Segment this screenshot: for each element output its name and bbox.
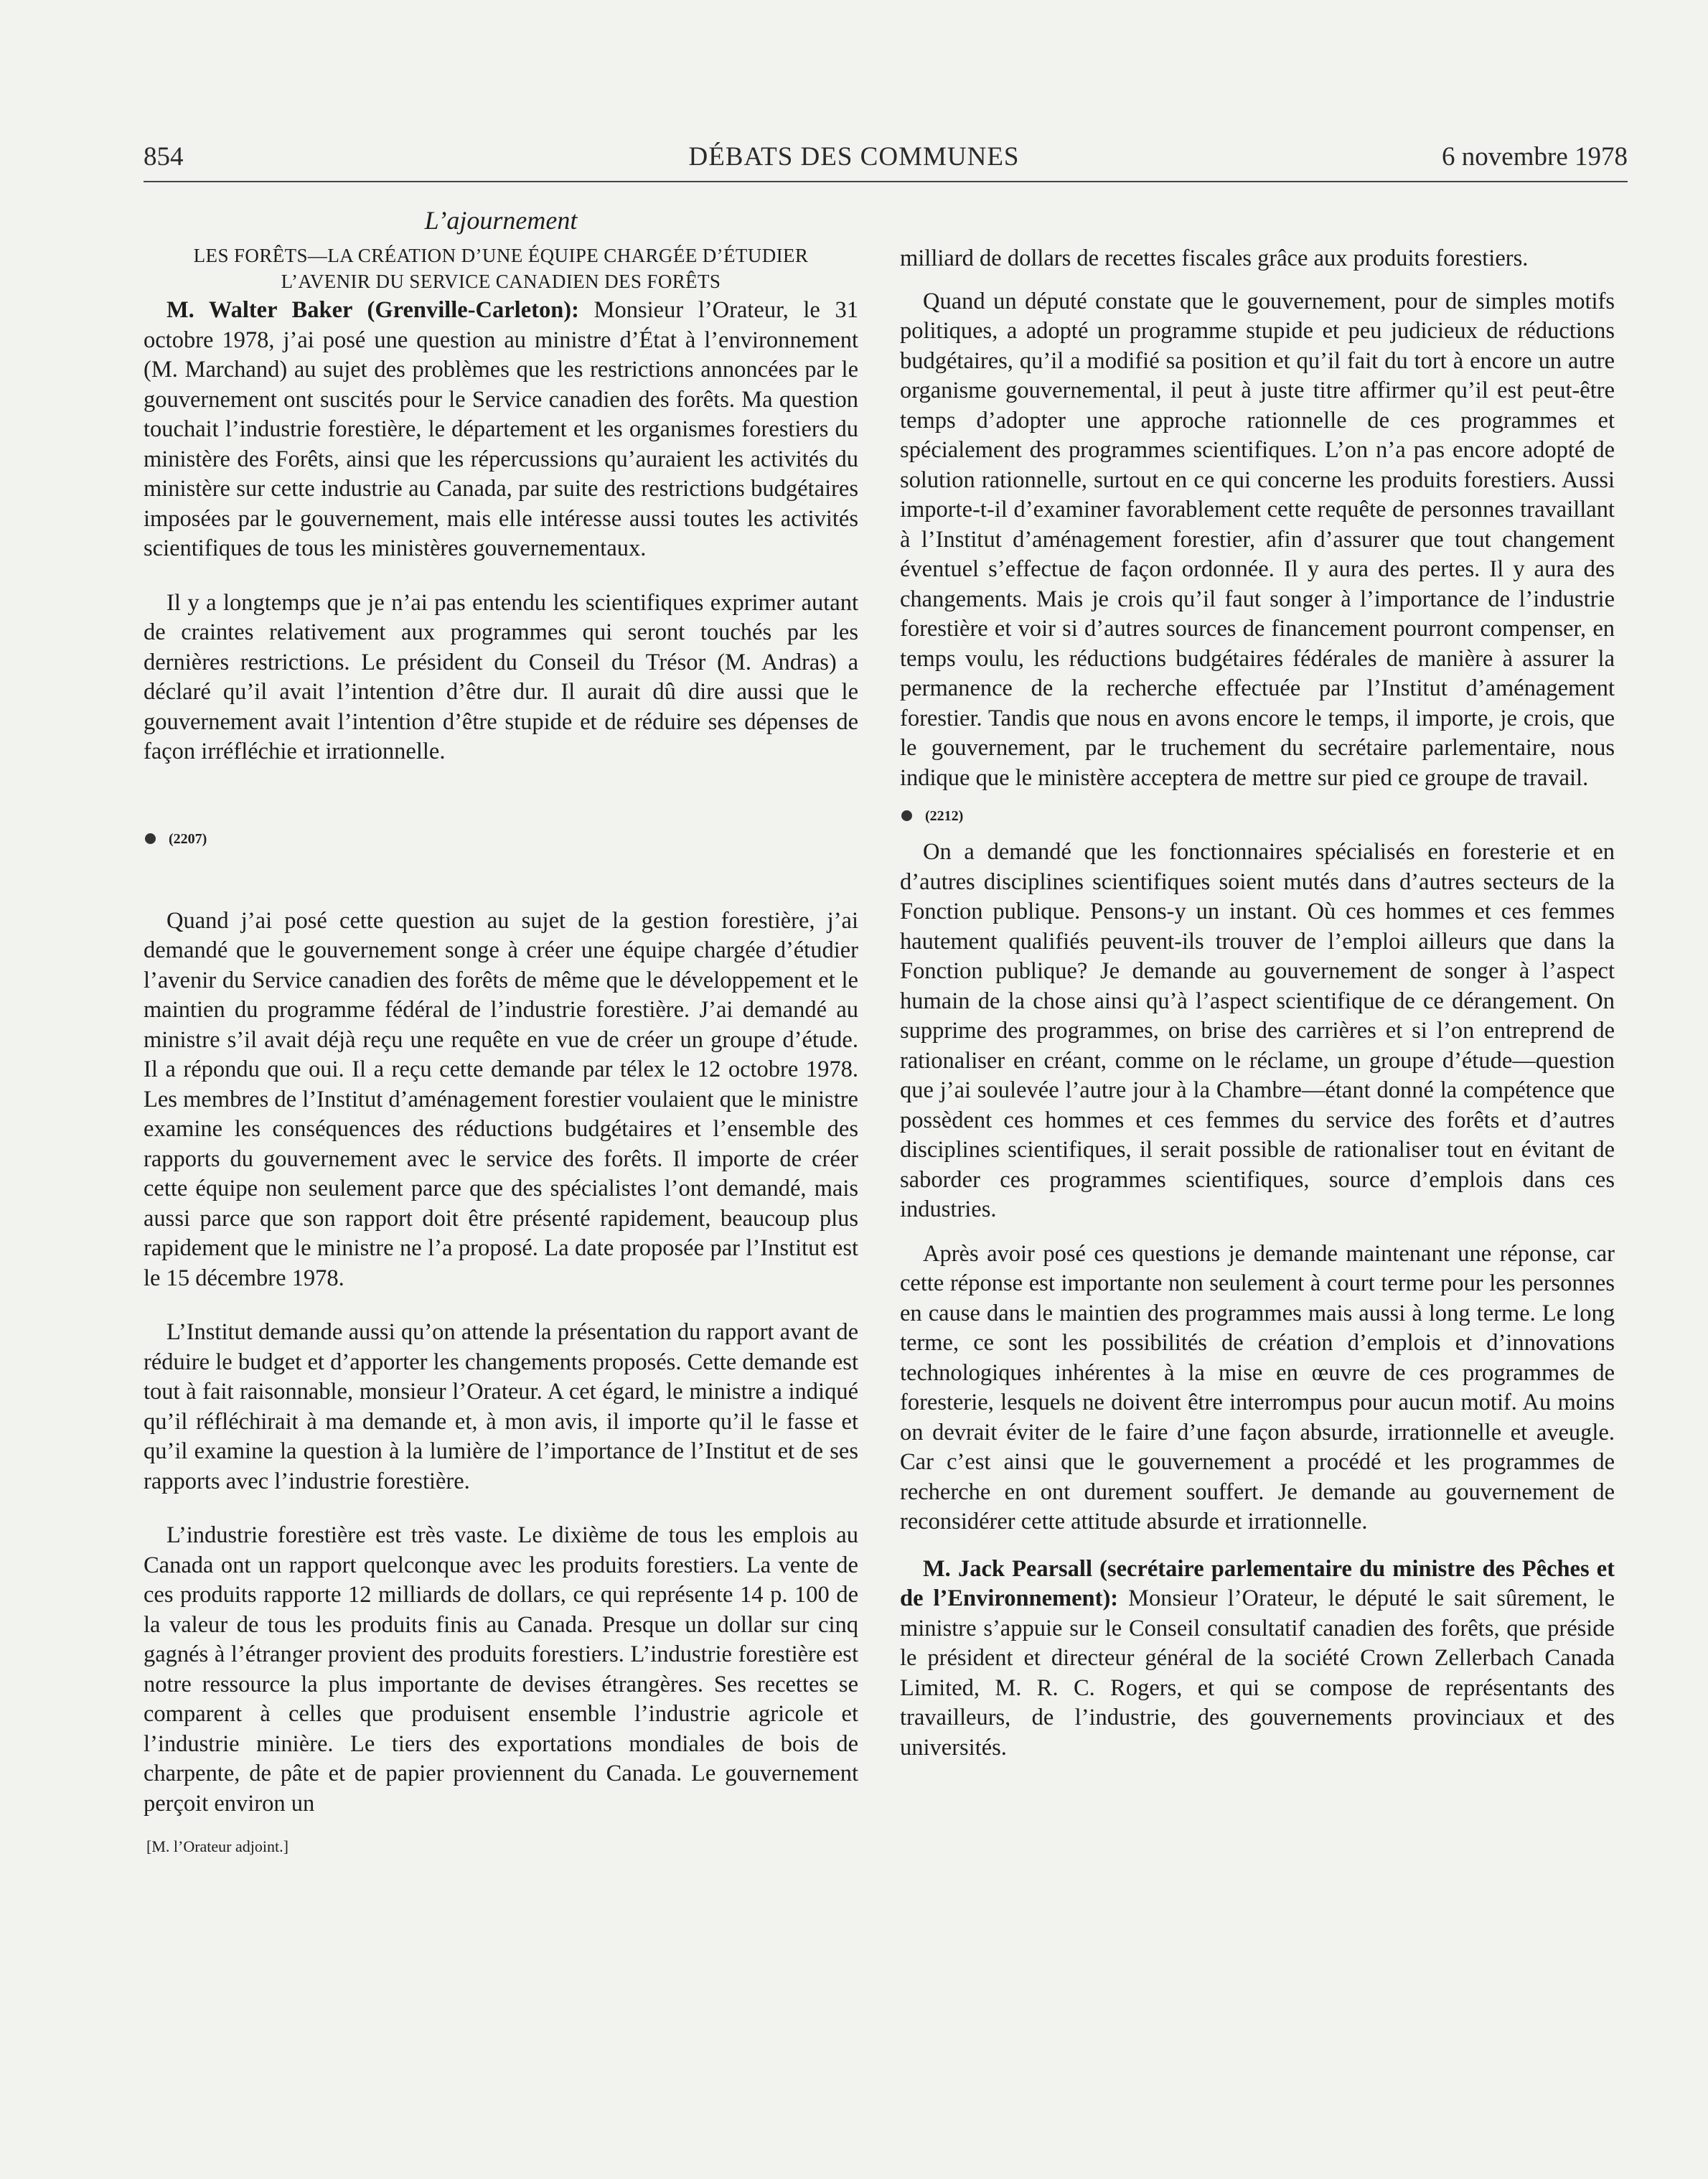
section-subtitle-line2: L’AVENIR DU SERVICE CANADIEN DES FORÊTS	[281, 271, 721, 292]
paragraph	[900, 1555, 1615, 1763]
page-number: 854	[144, 142, 184, 172]
footnote: [M. l’Orateur adjoint.]	[146, 1837, 288, 1855]
section-title: L’ajournement	[424, 206, 578, 235]
bullet-dot-icon	[145, 833, 156, 844]
time-marker-text: (2212)	[925, 808, 964, 824]
paragraph: Quand j’ai posé cette question au sujet de la gestion forestière, j’ai demandé que le gouvernement songe à créer une équipe chargée d’étudier l’avenir du Service canadien des forêts de même que le développement et le maintien du programme fédéral de l’industrie forestière. J’ai demandé au ministre s’il avait déjà reçu une requête en vue de créer un groupe d’étude. Il a répondu que oui. Il a reçu cette demande par télex le 12 octobre 1978. Les membres de l’Institut d’aménagement forestier voulaient que le ministre examine les conséquences des réductions budgétaires et l’ensemble des rapports du gouvernement avec le service des forêts. Il importe de créer cette équipe non seulement parce que des spécialistes l’ont demandé, mais aussi parce que son rapport doit être présenté rapidement, beaucoup plus rapidement que le ministre ne l’a proposé. La date proposée par l’Institut est le 15 décembre 1978.	[144, 907, 858, 1291]
paragraph: L’industrie forestière est très vaste. Le dixième de tous les emplois au Canada ont un rapport quelconque avec les produits forestiers. La vente de ces produits rapporte 12 milliards de dollars, ce qui représente 14 p. 100 de la valeur de tous les produits finis au Canada. Presque un dollar sur cinq gagnés à l’étranger provient des produits forestiers. L’industrie forestière est notre ressource la plus importante de devises étrangères. Ses recettes se comparent à celles que produisent ensemble l’industrie agricole et l’industrie minière. Le tiers des exportations mondiales de bois de charpente, de pâte et de papier proviennent du Canada. Le gouvernement perçoit environ un	[144, 1522, 858, 1817]
paragraph: L’Institut demande aussi qu’on attende la présentation du rapport avant de réduire le budget et d’apporter les changements proposés. Cette demande est tout à fait raisonnable, monsieur l’Orateur. A cet égard, le ministre a indiqué qu’il réfléchirait à ma demande et, à mon avis, il importe qu’il le fasse et qu’il examine la question à la lumière de l’importance de l’Institut et de ses rapports avec l’industrie forestière.	[144, 1319, 858, 1494]
paragraph: On a demandé que les fonctionnaires spécialisés en foresterie et en d’autres disciplines scientifiques soient mutés dans d’autres secteurs de la Fonction publique. Pensons-y un instant. Où ces hommes et ces femmes hautement qualifiés peuvent-ils trouver de l’emploi ailleurs que dans la Fonction publique? Je demande au gouvernement de songer à l’aspect humain de la chose ainsi qu’à l’aspect scientifique de ce dérangement. On supprime des programmes, on brise des carrières et si l’on entreprend de rationaliser en créant, comme on le réclame, un groupe d’étude—question que j’ai soulevée l’autre jour à la Chambre—étant donné la compétence que possèdent ces hommes et ces femmes du service des forêts et d’autres disciplines scientifiques, il serait possible de rationaliser tout en évitant de saborder ces programmes scientifiques, source d’emplois dans ces industries.	[900, 839, 1615, 1222]
publication-title: DÉBATS DES COMMUNES	[688, 142, 1020, 172]
bullet-dot-icon	[901, 810, 912, 821]
time-marker	[900, 807, 1615, 825]
section-subtitle-line1: LES FORÊTS—LA CRÉATION D’UNE ÉQUIPE CHARGÉE D’ÉTUDIER	[193, 245, 809, 266]
paragraph: Après avoir posé ces questions je demande maintenant une réponse, car cette réponse est importante non seulement à court terme pour les personnes en cause dans le maintien des programmes mais aussi à long terme. Le long terme, ce sont les possibilités de création d’emplois et d’innovations technologiques inhérentes à la mise en œuvre de ces programmes de foresterie, lesquels ne doivent être interrompus pour aucun motif. Au moins on devrait éviter de le faire d’une façon absurde, irrationnelle et aveugle. Car c’est ainsi que le gouvernement a procédé et les programmes de recherche en ont durement souffert. Je demande au gouvernement de reconsidérer cette attitude absurde et irrationnelle.	[900, 1240, 1615, 1534]
speaker-name: M. Walter Baker (Grenville-Carleton):	[166, 297, 579, 323]
time-marker-text: (2207)	[169, 830, 207, 847]
paragraph: milliard de dollars de recettes fiscales grâce aux produits forestiers.	[900, 245, 1529, 271]
time-marker	[144, 830, 858, 848]
header-rule	[144, 181, 1628, 182]
paragraph: Il y a longtemps que je n’ai pas entendu les scientifiques exprimer autant de craintes relativement aux programmes qui seront touchés par les dernières restrictions. Le président du Conseil du Trésor (M. Andras) a déclaré qu’il avait l’intention d’être dur. Il aurait dû dire aussi que le gouvernement avait l’intention d’être stupide et de réduire ses dépenses de façon irréfléchie et irrationnelle.	[144, 589, 858, 764]
paragraph	[144, 296, 858, 564]
paragraph-text: Monsieur l’Orateur, le député le sait sûrement, le ministre s’appuie sur le Conseil consultatif canadien des forêts, que préside le président et directeur général de la société Crown Zellerbach Canada Limited, M. R. C. Rogers, et qui se compose de représentants des travailleurs, de l’industrie, des gouvernements provinciaux et des universités.	[900, 1585, 1615, 1761]
publication-date: 6 novembre 1978	[1442, 142, 1628, 172]
paragraph: Quand un député constate que le gouvernement, pour de simples motifs politiques, a adopté un programme stupide et peu judicieux de réductions budgétaires, qu’il a modifié sa position et qu’il fait du tort à encore un autre organisme gouvernemental, il peut à juste titre affirmer qu’il est peut-être temps d’adopter une approche rationnelle de ces programmes et spécialement des programmes scientifiques. L’on n’a pas encore adopté de solution rationnelle, surtout en ce qui concerne les produits forestiers. Aussi importe-t-il d’examiner favorablement cette requête de personnes travaillant à l’Institut d’aménagement forestier, afin d’assurer que tout changement éventuel s’effectue de façon ordonnée. Il y aura des pertes. Il y aura des changements. Mais je crois qu’il faut songer à l’importance de l’industrie forestière et voir si d’autres sources de financement pourront compenser, en temps voulu, les réductions budgétaires fédérales de manière à assurer la permanence de la recherche effectuée par l’Institut d’aménagement forestier. Tandis que nous en avons encore le temps, il importe, je crois, que le gouvernement, par le truchement du secrétaire parlementaire, nous indique que le ministère acceptera de mettre sur pied ce groupe de travail.	[900, 288, 1615, 791]
right-column	[900, 201, 1615, 1763]
left-column	[144, 201, 858, 1856]
speaker-name: M. Jack Pearsall (secrétaire parlementaire du ministre des Pêches et de l’Environnement):	[900, 1555, 1615, 1611]
paragraph-text: Monsieur l’Orateur, le 31 octobre 1978, j’ai posé une question au ministre d’État à l’environnement (M. Marchand) au sujet des problèmes que les restrictions annoncées par le gouvernement ont suscités pour le Service canadien des forêts. Ma question touchait l’industrie forestière, le département et les organismes forestiers du ministère des Forêts, ainsi que les répercussions qu’auraient les activités du ministère sur cette industrie au Canada, par suite des restrictions budgétaires imposées par le gouvernement, mais elle intéresse aussi toutes les activités scientifiques de tous les ministères gouvernementaux.	[144, 297, 858, 561]
